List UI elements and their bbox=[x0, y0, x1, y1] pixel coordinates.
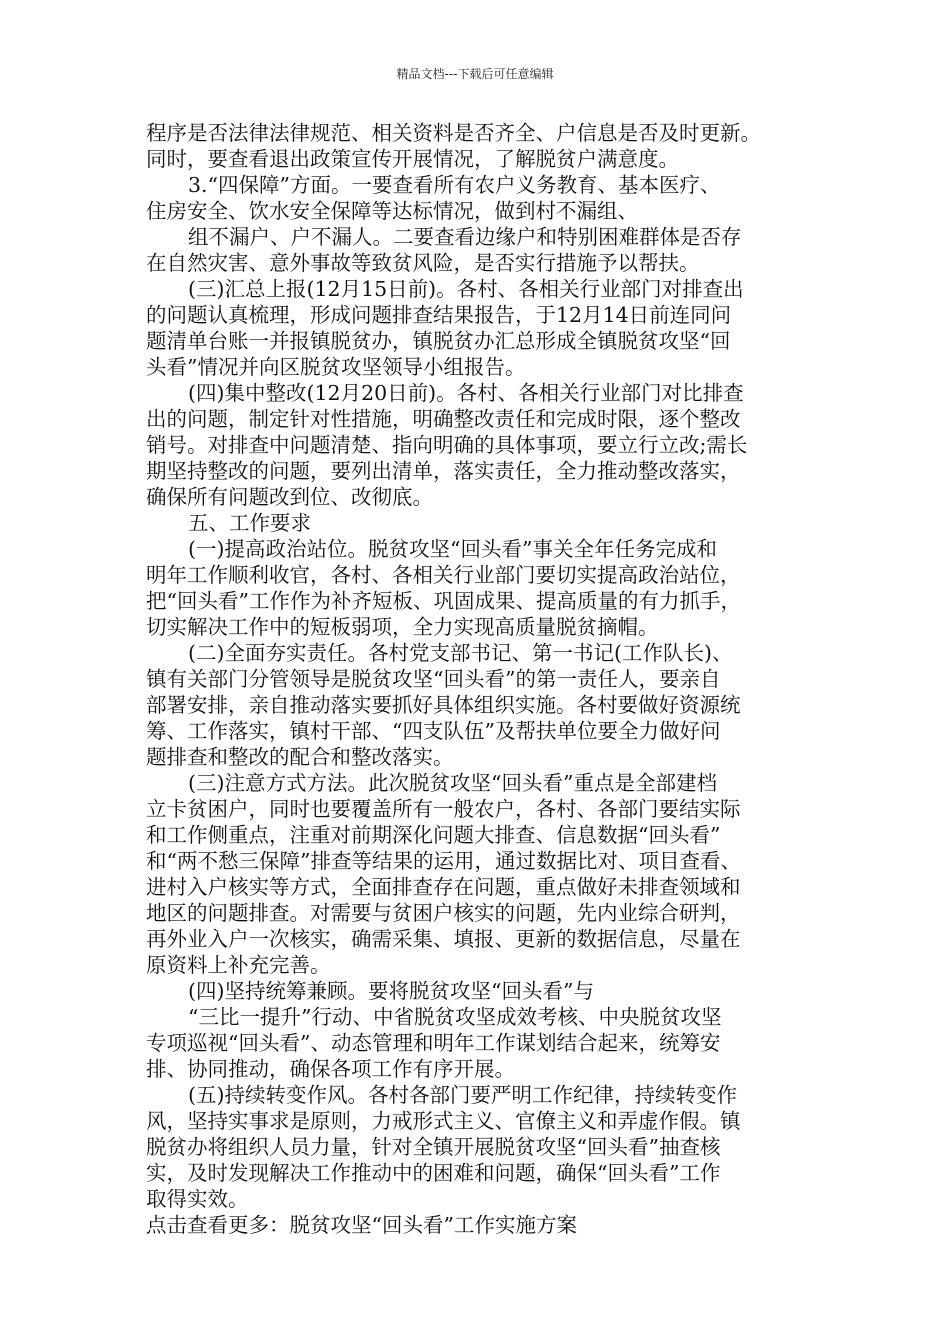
text-line: (一)提高政治站位。脱贫攻坚“回头看”事关全年任务完成和 bbox=[188, 537, 717, 561]
text-line: (二)全面夯实责任。各村党支部书记、第一书记(工作队长)、 bbox=[188, 641, 733, 665]
text-line: 把“回头看”工作作为补齐短板、巩固成果、提高质量的有力抓手， bbox=[146, 589, 741, 613]
text-line: 和工作侧重点，注重对前期深化问题大排查、信息数据“回头看” bbox=[146, 823, 721, 847]
text-line: 原资料上补充完善。 bbox=[146, 953, 331, 977]
text-line: (三)注意方式方法。此次脱贫攻坚“回头看”重点是全部建档 bbox=[188, 771, 717, 795]
text-line: 出的问题，制定针对性措施，明确整改责任和完成时限，逐个整改 bbox=[146, 407, 741, 431]
text-line: 住房安全、饮水安全保障等达标情况，做到村不漏组、 bbox=[146, 199, 638, 223]
more-link[interactable]: 点击查看更多：脱贫攻坚“回头看”工作实施方案 bbox=[146, 1213, 577, 1237]
text-line: 风，坚持实事求是原则，力戒形式主义、官僚主义和弄虚作假。镇 bbox=[146, 1109, 741, 1133]
text-line: “三比一提升”行动、中省脱贫攻坚成效考核、中央脱贫攻坚 bbox=[188, 1005, 722, 1029]
text-line: (五)持续转变作风。各村各部门要严明工作纪律，持续转变作 bbox=[188, 1083, 737, 1107]
text-line: 在自然灾害、意外事故等致贫风险，是否实行措施予以帮扶。 bbox=[146, 251, 700, 275]
text-line: 地区的问题排查。对需要与贫困户核实的问题，先内业综合研判， bbox=[146, 901, 741, 925]
text-line: 筹、工作落实，镇村干部、“四支队伍”及帮扶单位要全力做好问 bbox=[146, 719, 721, 743]
text-line: 同时，要查看退出政策宣传开展情况，了解脱贫户满意度。 bbox=[146, 147, 679, 171]
text-line: 题排查和整改的配合和整改落实。 bbox=[146, 745, 454, 769]
text-line: 3.“四保障”方面。一要查看所有农户义务教育、基本医疗、 bbox=[188, 173, 721, 197]
text-line: 专项巡视“回头看”、动态管理和明年工作谋划结合起来，统筹安 bbox=[146, 1031, 721, 1055]
text-line: 销号。对排查中问题清楚、指向明确的具体事项，要立行立改;需长 bbox=[146, 433, 748, 457]
page-header: 精品文档---下载后可任意编辑 bbox=[396, 67, 554, 81]
text-line: 排、协同推动，确保各项工作有序开展。 bbox=[146, 1057, 515, 1081]
text-line: 进村入户核实等方式，全面排查存在问题，重点做好未排查领域和 bbox=[146, 875, 741, 899]
text-line: 再外业入户一次核实，确需采集、填报、更新的数据信息，尽量在 bbox=[146, 927, 741, 951]
section-heading: 五、工作要求 bbox=[188, 511, 311, 535]
text-line: 明年工作顺利收官，各村、各相关行业部门要切实提高政治站位， bbox=[146, 563, 741, 587]
text-line: 题清单台账一并报镇脱贫办，镇脱贫办汇总形成全镇脱贫攻坚“回 bbox=[146, 329, 731, 353]
text-line: 切实解决工作中的短板弱项，全力实现高质量脱贫摘帽。 bbox=[146, 615, 659, 639]
text-line: 的问题认真梳理，形成问题排查结果报告，于12月14日前连同问 bbox=[146, 303, 732, 327]
text-line: 期坚持整改的问题，要列出清单，落实责任，全力推动整改落实， bbox=[146, 459, 741, 483]
text-line: 立卡贫困户，同时也要覆盖所有一般农户，各村、各部门要结实际 bbox=[146, 797, 741, 821]
text-line: 镇有关部门分管领导是脱贫攻坚“回头看”的第一责任人，要亲自 bbox=[146, 667, 721, 691]
text-line: 部署安排，亲自推动落实要抓好具体组织实施。各村要做好资源统 bbox=[146, 693, 741, 717]
text-line: (三)汇总上报(12月15日前)。各村、各相关行业部门对排查出 bbox=[188, 277, 744, 301]
text-line: 和“两不愁三保障”排查等结果的运用，通过数据比对、项目查看、 bbox=[146, 849, 741, 873]
text-line: 实，及时发现解决工作推动中的困难和问题，确保“回头看”工作 bbox=[146, 1161, 721, 1185]
text-line: 确保所有问题改到位、改彻底。 bbox=[146, 485, 433, 509]
text-line: 脱贫办将组织人员力量，针对全镇开展脱贫攻坚“回头看”抽查核 bbox=[146, 1135, 721, 1159]
text-line: 组不漏户、户不漏人。二要查看边缘户和特别困难群体是否存 bbox=[188, 225, 742, 249]
text-line: 程序是否法律法律规范、相关资料是否齐全、户信息是否及时更新。 bbox=[146, 121, 761, 145]
text-line: 头看”情况并向区脱贫攻坚领导小组报告。 bbox=[146, 355, 526, 379]
text-line: (四)集中整改(12月20日前)。各村、各相关行业部门对比排查 bbox=[188, 381, 744, 405]
text-line: 取得实效。 bbox=[146, 1187, 249, 1211]
text-line: (四)坚持统筹兼顾。要将脱贫攻坚“回头看”与 bbox=[188, 979, 594, 1003]
document-body bbox=[146, 120, 818, 1238]
